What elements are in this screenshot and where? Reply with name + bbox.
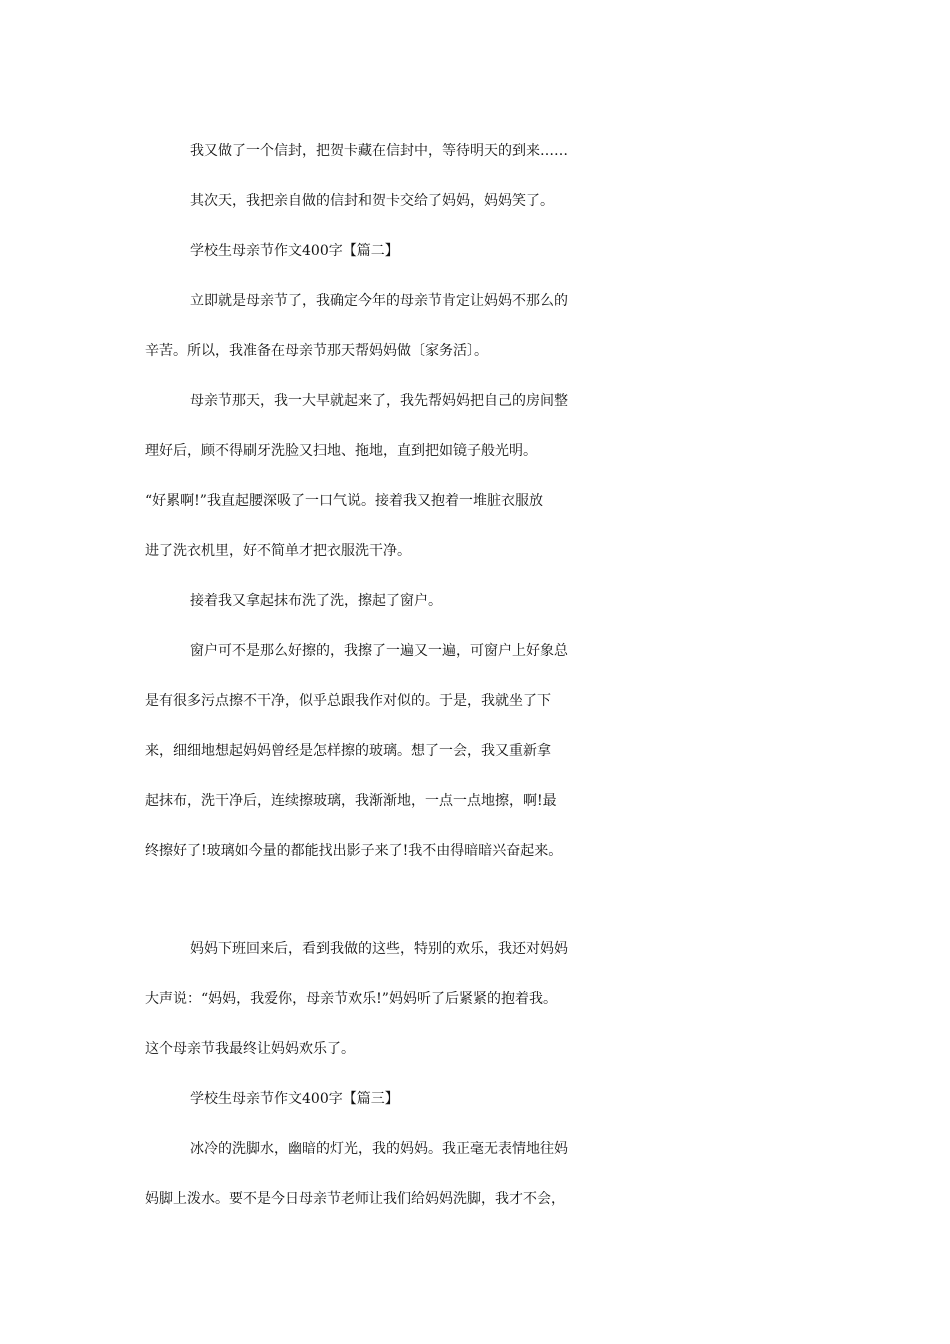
text-line: 这个母亲节我最终让妈妈欢乐了。 (145, 1041, 355, 1057)
text-line: 接着我又拿起抹布洗了洗，擦起了窗户。 (190, 593, 442, 609)
text-line: 我又做了一个信封，把贺卡藏在信封中，等待明天的到来…… (190, 143, 568, 159)
section-heading: 学校生母亲节作文400字【篇三】 (190, 1091, 399, 1107)
text-line: 妈妈下班回来后，看到我做的这些，特别的欢乐，我还对妈妈 (190, 941, 568, 957)
text-line: 进了洗衣机里，好不简单才把衣服洗干净。 (145, 543, 411, 559)
text-line: 终擦好了!玻璃如今量的都能找出影子来了!我不由得暗暗兴奋起来。 (145, 843, 563, 859)
text-line: 起抹布，洗干净后，连续擦玻璃，我渐渐地，一点一点地擦，啊!最 (145, 793, 557, 809)
text-line: 大声说：“妈妈，我爱你，母亲节欢乐!”妈妈听了后紧紧的抱着我。 (145, 991, 557, 1007)
text-line: 冰冷的洗脚水，幽暗的灯光，我的妈妈。我正毫无表情地往妈 (190, 1141, 568, 1157)
text-line: “好累啊!”我直起腰深吸了一口气说。接着我又抱着一堆脏衣服放 (145, 493, 543, 509)
text-line: 辛苦。所以，我准备在母亲节那天帮妈妈做〔家务活〕。 (145, 343, 488, 359)
text-line: 立即就是母亲节了，我确定今年的母亲节肯定让妈妈不那么的 (190, 293, 568, 309)
text-line: 母亲节那天，我一大早就起来了，我先帮妈妈把自己的房间整 (190, 393, 568, 409)
text-line: 是有很多污点擦不干净，似乎总跟我作对似的。于是，我就坐了下 (145, 693, 551, 709)
text-line: 来，细细地想起妈妈曾经是怎样擦的玻璃。想了一会，我又重新拿 (145, 743, 551, 759)
text-line: 理好后，顾不得刷牙洗脸又扫地、拖地，直到把如镜子般光明。 (145, 443, 537, 459)
text-line: 窗户可不是那么好擦的，我擦了一遍又一遍，可窗户上好象总 (190, 643, 568, 659)
text-line: 其次天，我把亲自做的信封和贺卡交给了妈妈，妈妈笑了。 (190, 193, 554, 209)
text-line: 妈脚上泼水。要不是今日母亲节老师让我们给妈妈洗脚，我才不会， (145, 1191, 565, 1207)
section-heading: 学校生母亲节作文400字【篇二】 (190, 243, 399, 259)
